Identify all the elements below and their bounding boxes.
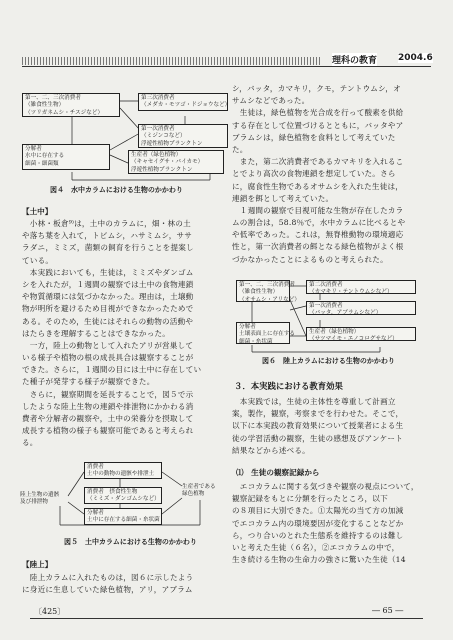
figure-4-caption: 図４ 水中カラムにおける生物のかかわり	[50, 186, 183, 194]
right-body-land: シ，バッタ，カマキリ，クモ，テントウムシ，オ サムシなどであった。 生徒は，緑色植物を光合成を行って酸素を供給 する存在として位置づけるとともに，バッタやア ブラムシは，緑色植物を食料として考えていた た。 また，第二次消費者であるカマキリを入れるこ とでより高次の食物連鎖を想定していた。さら に，腐食性生物であるオサムシを入れた生徒は， 連鎖を餌として考えていた。 １週間の観察で目視可能な生物が存在したカラ ムの割合は，58.8％で，水中カラムに比べるとや や低率であった。これは，無脊椎動物の環境適応 性と，第一次消費者の餌となる緑色植物がよく根 づかなかったことによるものと考えられた。	[232, 84, 406, 264]
left-body-soil: 小林・板倉⁹⁾は，土中のカラムに，畑・林の土 や落ち葉を入れて，トビムシ，ハサミムシ，ササ ラダニ，ミミズ，菌類の飼育を行うことを提案し ている。 本実践においても，生徒は，ミミズやダンゴム シを入れたが，１週間の観察では土中の食物連鎖 や物質循環には気づかなかった。理由は，土壌動 物が明所を避けるため目視ができなかったためで ある。そのため，生徒にはそれらの動物の活動や はたらきを理解することはできなかった。 一方，陸上の動物として入れたアリが営巣して いる様子や植物の根の成長具合は観察することが できた。さらに，１週間の目には土中に存在してい た種子が発芽する様子が観察できた。 さらに，観察期間を延長することで，図５で示 したような陸上生物の連鎖や排泄物にかかわる消 費者や分解者の観察や，土中の栄養分を摂取して 成長する植物の様子も観察可能であると考えられ る。	[22, 219, 202, 448]
fig4-box-producer: 生産者（緑色植物） （キャセイグサ・バイカモ） 浮遊性植物プランクトン	[128, 150, 224, 174]
page-number-left: 〔425〕	[34, 607, 66, 616]
fig5-box-decomposer: 分解者 土中に存在する細菌・糸状菌	[84, 508, 162, 525]
right-body-observation: エコカラムに関する気づきや観察の視点について， 観察記録をもとに分類を行ったところ，以下 の８項目に大別できた。①太陽光の当て方の加減 でエコカラム内の環境要因が変化することなどか ら，つり合いのとれた生態系を維持するのは難し いと考えた生徒（６名），②エコカラムの中で， 生き続ける生物の生命力の強さに驚いた生徒（14	[232, 482, 419, 565]
footer-rule	[30, 618, 423, 619]
left-body-land: 陸上カラムに入れたものは，図６に示したよう に身近に生息していた緑色植物，アリ，アブラム	[22, 573, 194, 595]
fig6-box-decomposer: 分解者 土壌表面上に存在する 細菌・糸状菌	[236, 322, 290, 344]
fig5-label-producer: 生産者である 緑色植物	[182, 484, 216, 498]
fig5-label-remains: 陸上生物の遺骸 及び排泄物	[20, 492, 60, 506]
issue-date: 2004.6	[398, 53, 433, 63]
fig6-box-producer: 生産者（緑色植物） （サツマイモ・エノコログサなど）	[306, 327, 416, 341]
fig6-box-secondary: 第二次消費者 （カマキリ・テントウムシなど）	[306, 280, 416, 294]
page-number-right: ― 65 ―	[372, 606, 404, 615]
fig6-box-primary: 第一次消費者 （バッタ，アブラムシなど）	[306, 301, 416, 315]
fig5-box-consumer-eaters: 消費者 摂食性生物 （ミミズ・ダンゴムシなど）	[84, 487, 162, 504]
fig5-box-consumer-remains: 消費者 土中の動物の遺骸や排泄土	[84, 462, 162, 479]
figure-5-caption: 図５ 土中カラムにおける生物のかかわり	[64, 538, 197, 546]
figure-6-caption: 図６ 陸上カラムにおける生物のかかわり	[262, 357, 395, 365]
fig4-box-tertiary: 第三次消費者 （メダカ・モツゴ・ドジョウなど）	[138, 93, 228, 111]
fig4-box-decomposer: 分解者 水中に存在する 細菌・細菌類	[22, 144, 110, 170]
journal-title: 理科の教育	[332, 53, 377, 66]
fig4-box-omnivore: 第一、二、三次消費者 （雑食性生物） （ツリガネムシ・チスジなど）	[22, 93, 120, 117]
section-3-heading: ３．本実践における教育効果	[234, 381, 343, 391]
section-land-heading: 【陸上】	[22, 560, 53, 569]
subsection-1-heading: ⑴ 生徒の観察記録から	[236, 468, 320, 477]
right-body-effects: 本実践では，生徒の主体性を尊重して計画立 案，製作，観察，考察までを行わせた。そこで， 以下に本実践の教育効果について授業者による生 徒の学習活動の観察，生徒の感想及びアンケート 結果などから述べる。	[232, 397, 404, 455]
fig4-box-first-consumer: 第一次消費者 （ミジンコなど） 浮遊性植物プランクトン	[138, 124, 228, 148]
section-soil-heading: 【土中】	[22, 207, 53, 216]
fig6-box-omnivore: 第一、二、三次消費者 （雑食性生物） （オサムシ・アリなど）	[236, 280, 290, 302]
